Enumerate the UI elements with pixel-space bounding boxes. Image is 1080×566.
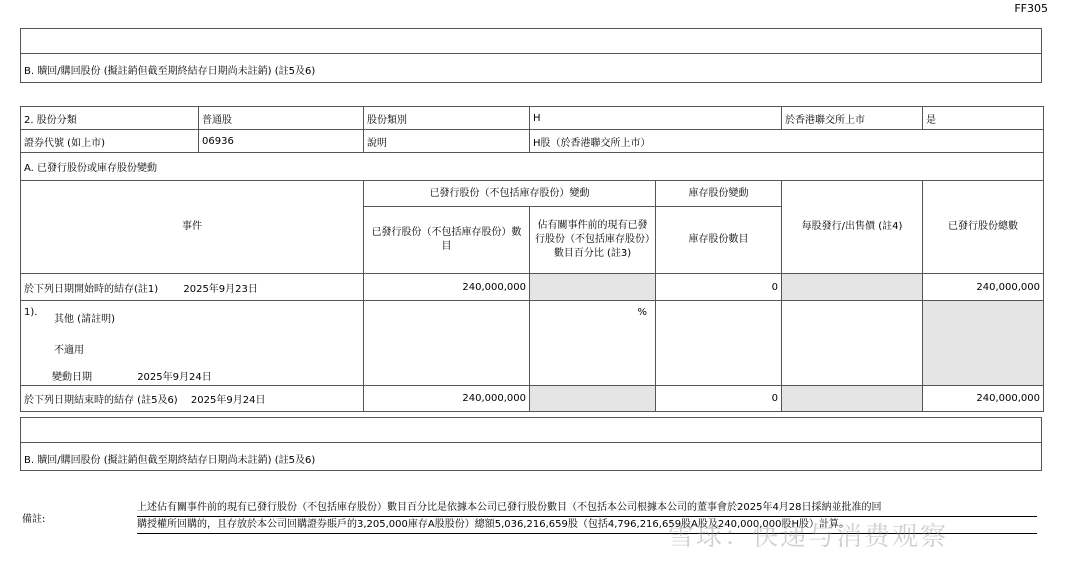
class-label: 2. 股份分類 xyxy=(21,107,199,130)
listed-label: 於香港聯交所上市 xyxy=(782,107,923,130)
closing-balance-row xyxy=(21,386,1044,412)
header-issued-count: 已發行股份（不包括庫存股份）數目 xyxy=(364,207,530,274)
header-pct: 佔有關事件前的現有已發行股份（不包括庫存股份）數目百分比 (註3) xyxy=(530,207,656,274)
notes-label: 備註: xyxy=(22,514,46,525)
section-b-top-box xyxy=(20,53,1042,83)
header-total: 已發行股份總數 xyxy=(923,181,1044,274)
blank-row-bottom xyxy=(20,417,1042,443)
event-price-cell xyxy=(782,301,923,386)
blank-row-top xyxy=(20,28,1042,54)
code-value: 06936 xyxy=(199,130,364,153)
event-row xyxy=(21,301,1044,386)
type-value: H xyxy=(530,107,782,130)
closing-label: 於下列日期結束時的結存 (註5及6) xyxy=(24,395,178,406)
header-event: 事件 xyxy=(21,181,364,274)
header-issued-change: 已發行股份（不包括庫存股份）變動 xyxy=(364,181,656,207)
event-desc: 不適用 xyxy=(54,345,84,356)
closing-price-cell xyxy=(782,386,923,412)
form-code: FF305 xyxy=(1014,2,1048,15)
opening-pct-cell xyxy=(530,274,656,301)
opening-label-cell xyxy=(21,274,364,301)
header-price: 每股發行/出售價 (註4) xyxy=(782,181,923,274)
header-treasury-change: 庫存股份變動 xyxy=(656,181,782,207)
opening-price-cell xyxy=(782,274,923,301)
closing-issued: 240,000,000 xyxy=(364,386,530,412)
desc-label: 說明 xyxy=(364,130,530,153)
event-type: 其他 (請註明) xyxy=(54,314,115,325)
share-movement-table xyxy=(20,106,1044,412)
event-pct: % xyxy=(530,301,656,386)
header-row-1 xyxy=(21,181,1044,207)
event-number: 1). xyxy=(24,307,38,318)
section-a-title: A. 已發行股份或庫存股份變動 xyxy=(21,153,1044,181)
code-label: 證券代號 (如上市) xyxy=(21,130,199,153)
section-b-bottom-title: B. 贖回/購回股份 (擬註銷但截至期終結存日期尚未註銷) (註5及6) xyxy=(24,455,316,466)
closing-date: 2025年9月24日 xyxy=(190,395,266,406)
opening-balance-row xyxy=(21,274,1044,301)
event-treasury-cell xyxy=(656,301,782,386)
event-date-line xyxy=(52,368,212,383)
section-a-row xyxy=(21,153,1044,181)
opening-date: 2025年9月23日 xyxy=(183,283,258,295)
closing-treasury: 0 xyxy=(656,386,782,412)
event-cell xyxy=(21,301,364,386)
closing-pct-cell xyxy=(530,386,656,412)
class-value: 普通股 xyxy=(199,107,364,130)
closing-total: 240,000,000 xyxy=(923,386,1044,412)
event-date: 2025年9月24日 xyxy=(137,372,212,383)
event-issued-cell xyxy=(364,301,530,386)
stock-code-row xyxy=(21,130,1044,153)
section-b-top-title: B. 贖回/購回股份 (擬註銷但截至期終結存日期尚未註銷) (註5及6) xyxy=(24,66,316,77)
header-treasury-count: 庫存股份數目 xyxy=(656,207,782,274)
opening-total: 240,000,000 xyxy=(923,274,1044,301)
share-class-row xyxy=(21,107,1044,130)
section-b-bottom-box xyxy=(20,442,1042,471)
listed-value: 是 xyxy=(923,107,1044,130)
notes-line-1: 上述佔有關事件前的現有已發行股份（不包括庫存股份）數目百分比是依據本公司已發行股份數目（不包括本公司根據本公司的董事會於2025年4月28日採納並批准的回 xyxy=(137,500,1037,517)
event-total-cell xyxy=(923,301,1044,386)
closing-label-cell xyxy=(21,386,364,412)
watermark: 雪球：快递与消费观察 xyxy=(668,522,949,552)
desc-value: H股（於香港聯交所上市） xyxy=(530,130,1044,153)
notes-line-2: 購授權所回購的，且存放於本公司回購證券賬戶的3,205,000庫存A股股份）總額5,036,216,659股（包括4,796,216,659股A股及240,000,000股H股）計算。 xyxy=(137,517,1037,534)
event-date-label: 變動日期 xyxy=(52,372,92,383)
opening-issued: 240,000,000 xyxy=(364,274,530,301)
type-label: 股份類別 xyxy=(364,107,530,130)
opening-label: 於下列日期開始時的結存(註1) xyxy=(24,283,159,295)
opening-treasury: 0 xyxy=(656,274,782,301)
